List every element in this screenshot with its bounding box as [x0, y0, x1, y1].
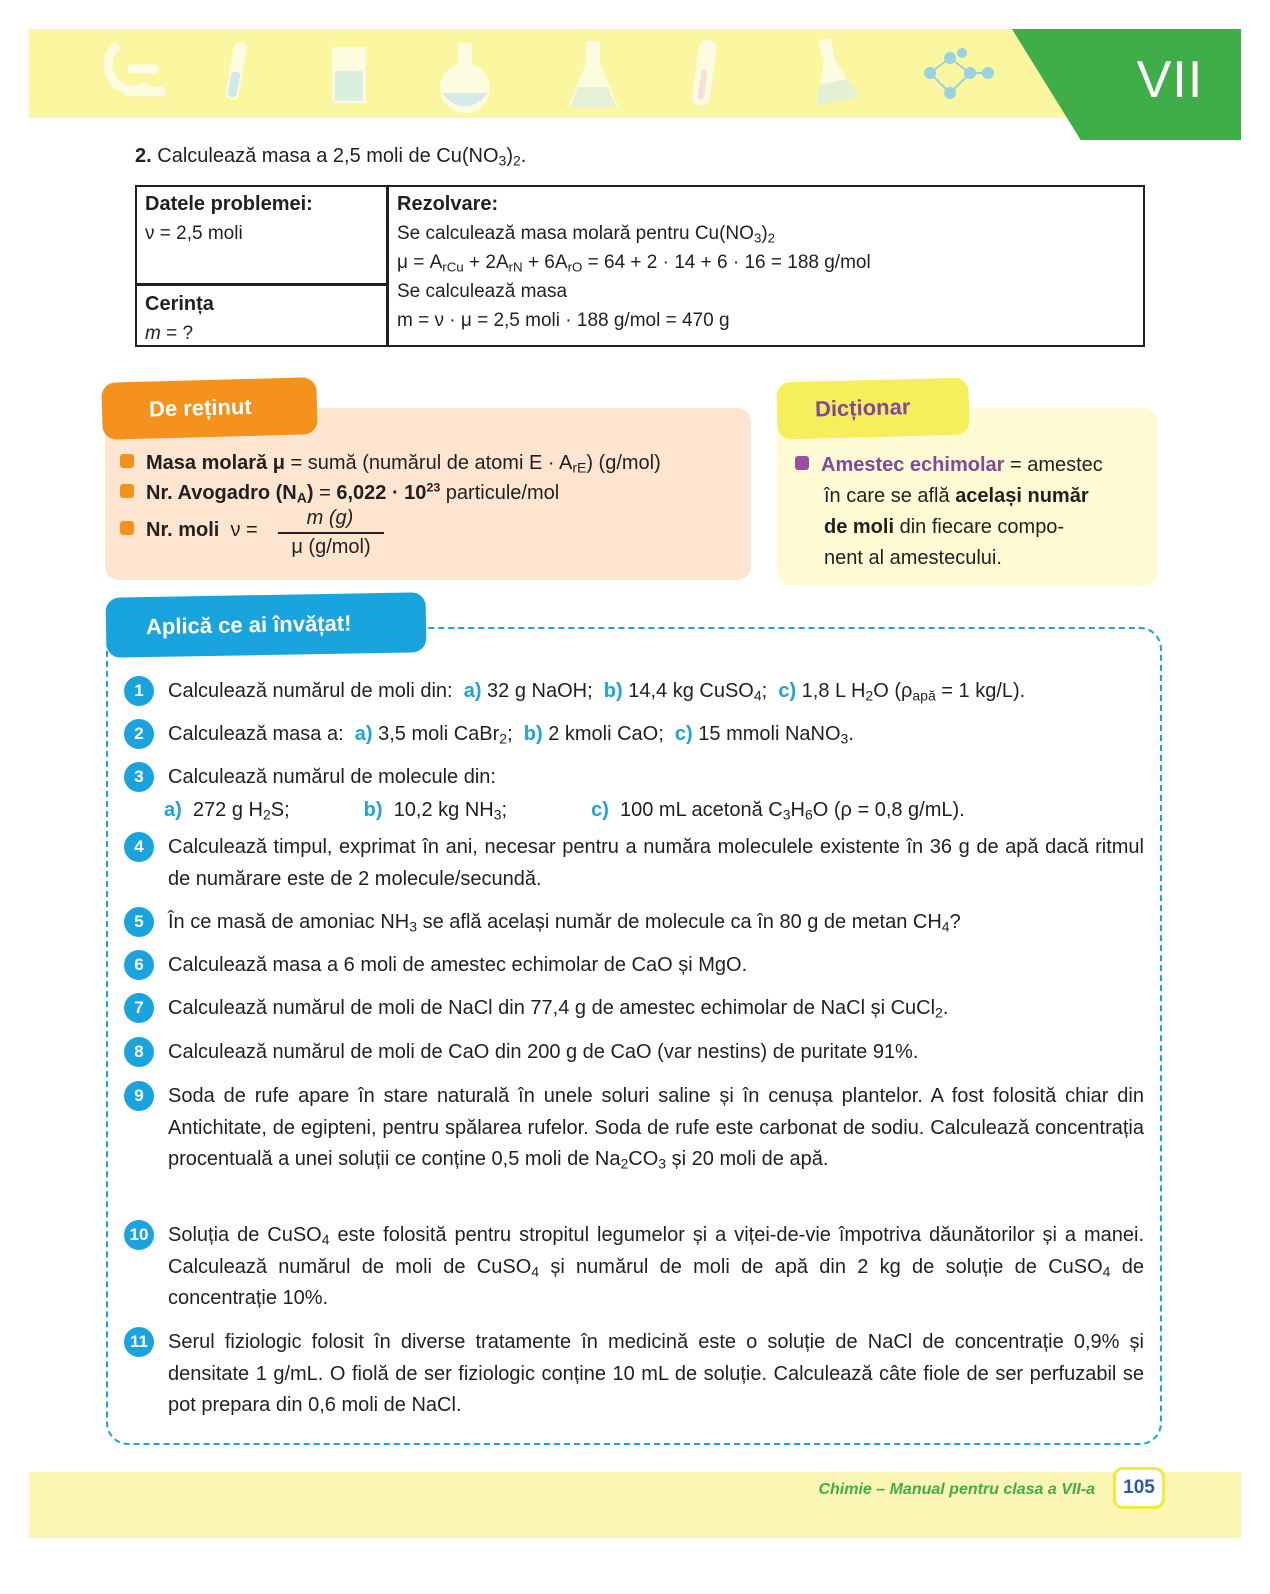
solution-line-4: m = ν · μ = 2,5 moli · 188 g/mol = 470 g: [397, 310, 730, 331]
remember-item-moles: Nr. moli ν =: [120, 519, 258, 542]
remember-item-molar-mass: Masa molară μ = sumă (numărul de atomi $E \cdot A_{rE}$) (g/mol): [120, 452, 661, 475]
bullet-icon: [795, 456, 809, 470]
round-flask-icon: [440, 43, 490, 113]
exercise-2: Calculează masa a: a) 3,5 moli CaBr$_2$; b) 2 kmoli CaO; c) 15 mmoli NaNO$_3$.: [168, 723, 854, 747]
thermometer-icon: [691, 39, 718, 107]
exercise-number: 3: [124, 762, 154, 792]
fraction-line: [278, 532, 384, 534]
exercise-number: 10: [124, 1220, 154, 1250]
bullet-icon: [120, 521, 134, 535]
dictionary-tab: [776, 377, 969, 439]
conical-flask-icon: [803, 35, 859, 106]
lab-icons-strip: [100, 35, 1000, 115]
chapter-label: VII: [1136, 51, 1204, 109]
molecule-icon: [925, 49, 993, 98]
exercise-number: 11: [124, 1327, 154, 1357]
exercise-number: 7: [124, 993, 154, 1023]
remember-tab: [101, 377, 317, 440]
bullet-icon: [120, 484, 134, 498]
dictionary-term: Amestec echimolar: [821, 454, 1005, 476]
solution-line-3: Se calculează masa: [397, 281, 568, 302]
exercise-11: Serul fiziologic folosit în diverse tratamente în medicină este o soluție de NaCl de concentrație 0,9% și densitate 1 g/mL. O fiolă de ser fiziologic conține 10 mL de soluție. Calculează câte fiole de ser perfuzabil se pot prepara din 0,6 moli de NaCl.: [168, 1331, 1144, 1416]
dictionary-title: Dicționar: [814, 394, 911, 422]
test-tube-icon: [225, 41, 248, 100]
exercise-number: 8: [124, 1037, 154, 1067]
exercise-1: Calculează numărul de moli din: a) 32 g NaOH; b) 14,4 kg CuSO$_4$; c) 1,8 L $H_2O$ ($\rho_{apă} = 1$ kg/L).: [168, 680, 1026, 704]
solution-table: [135, 185, 1145, 347]
problem-statement: [135, 145, 526, 168]
data-value: ν = 2,5 moli: [145, 223, 243, 244]
exercise-3: Calculează numărul de molecule din:: [168, 766, 496, 788]
microscope-icon: [108, 45, 165, 96]
requirement-value: m = ?: [145, 323, 194, 344]
fraction-numerator: m (g): [306, 507, 354, 529]
dictionary-definition: Amestec echimolar = amestec în care se află același număr de moli din fiecare compo- nent al amestecului.: [795, 450, 1145, 574]
problem-number: 2.: [135, 145, 152, 167]
exercise-8: Calculează numărul de moli de CaO din 200 g de CaO (var nestins) de puritate 91%.: [168, 1041, 919, 1063]
solution-line-1: Se calculează masa molară pentru $Cu(NO_3)_2$: [397, 223, 776, 246]
exercise-5: În ce masă de amoniac $NH_3$ se află același număr de molecule ca în 80 g de metan $CH_4$?: [168, 911, 961, 935]
requirement-title: Cerința: [145, 293, 214, 315]
exercises-tab: [106, 592, 427, 658]
data-title: Datele problemei:: [145, 193, 313, 215]
exercise-6: Calculează masa a 6 moli de amestec echimolar de CaO și MgO.: [168, 954, 748, 976]
beaker-icon: [332, 47, 366, 103]
fraction-denominator: μ (g/mol): [291, 536, 371, 558]
erlenmeyer-flask-icon: [568, 41, 618, 107]
exercises-title: Aplică ce ai învățat!: [145, 610, 352, 640]
footer-book-title: Chimie – Manual pentru clasa a VII-a: [818, 1481, 1095, 1498]
remember-title: De reținut: [148, 393, 252, 422]
solution-line-2: $\mu = A_{rCu} + 2A_{rN} + 6A_{rO} = 64 + 2 \cdot 14 + 6 \cdot 16 = 188$ g/mol: [397, 252, 871, 275]
remember-item-avogadro: Nr. Avogadro $(N_A) = 6,022 \cdot 10^{23}$ particule/mol: [120, 482, 559, 505]
exercise-number: 1: [124, 676, 154, 706]
exercise-4: Calculează timpul, exprimat în ani, necesar pentru a număra moleculele existente în 36 g de apă dacă ritmul de numărare este de 2 molecule/secundă.: [168, 836, 1144, 890]
exercise-number: 2: [124, 719, 154, 749]
solution-title: Rezolvare:: [397, 193, 499, 215]
exercise-3-options: a) 272 g $H_2S$; b) 10,2 kg $NH_3$; c) 100 mL acetonă $C_3H_6O$ (ρ = 0,8 g/mL).: [164, 799, 965, 823]
exercise-number: 9: [124, 1081, 154, 1111]
problem-text: Calculează masa a 2,5 moli de $Cu(NO_3)_2$.: [157, 145, 527, 169]
page-number: 105: [1113, 1467, 1165, 1509]
exercise-9: Soda de rufe apare în stare naturală în unele soluri saline și în cenușa plantelor. A fost folosită chiar din Antichitate, de egipteni, pentru spălarea rufelor. Soda de rufe este carbonat de sodiu. Calculează concentrația procentuală a unei soluții ce conține 0,5 moli de $Na_2CO_3$ și 20 moli de apă.: [168, 1085, 1144, 1172]
bullet-icon: [120, 454, 134, 468]
exercise-10: Soluția de CuSO$_4$ este folosită pentru stropitul legumelor și a viței-de-vie împotriva dăunătorilor și a manei. Calculează numărul de moli de CuSO$_4$ și numărul de moli de apă din 2 kg de soluție de CuSO$_4$ de concentrație 10%.: [168, 1224, 1144, 1309]
exercise-number: 4: [124, 832, 154, 862]
exercise-7: Calculează numărul de moli de NaCl din 77,4 g de amestec echimolar de NaCl și CuCl$_2$.: [168, 997, 949, 1021]
exercise-number: 6: [124, 950, 154, 980]
exercise-number: 5: [124, 907, 154, 937]
